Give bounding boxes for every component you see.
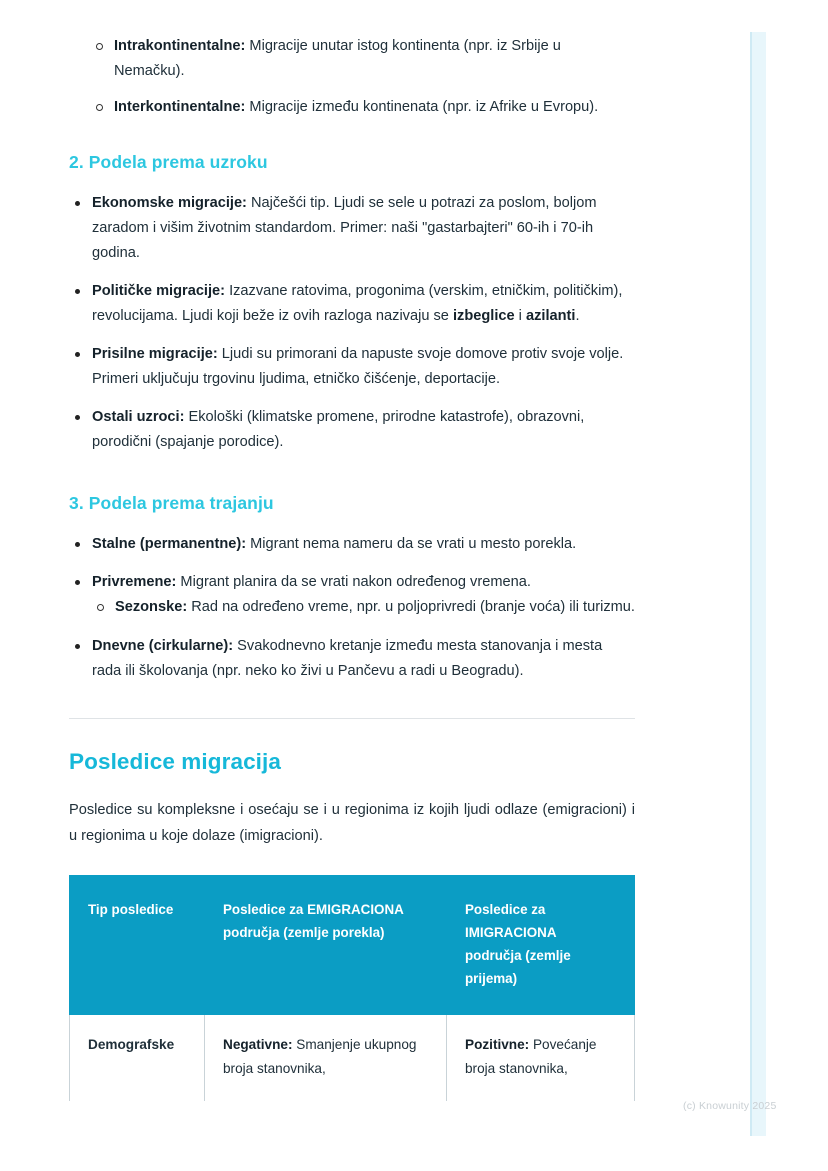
list-item-text: Izazvane ratovima, progonima (verskim, etničkim, političkim), revolucijama. Ljudi koji beže iz ovih razloga nazivaju se — [92, 283, 623, 324]
document-content — [69, 0, 635, 1101]
consequences-table — [69, 875, 635, 1101]
list-item — [92, 595, 635, 620]
list-item-term: Političke migracije: — [92, 283, 226, 299]
list-item-term: Stalne (permanentne): — [92, 536, 247, 552]
section3-nested-list — [92, 595, 635, 620]
list-item — [69, 532, 635, 557]
list-item-bold-izbeglice: izbeglice — [452, 308, 515, 324]
list-item — [69, 405, 635, 455]
list-item-bold-azilanti: azilanti — [525, 308, 576, 324]
table-header-cell-tip: Tip posledice — [70, 876, 205, 1015]
section-divider — [69, 718, 635, 719]
list-item — [69, 191, 635, 266]
cell-term: Negativne: — [223, 1037, 293, 1052]
table-row — [70, 1015, 635, 1102]
table-cell-label: Demografske — [70, 1015, 205, 1102]
list-item — [69, 634, 635, 684]
section2-list — [69, 191, 635, 455]
list-item-term: Privremene: — [92, 574, 177, 590]
scrollbar-track[interactable] — [750, 0, 828, 1171]
list-item-term: Intrakontinentalne: — [114, 38, 246, 54]
list-item-text: Migracije između kontinenata (npr. iz Afrike u Evropu). — [245, 99, 599, 115]
top-continuation-list — [91, 34, 635, 120]
section-podela-prema-uzroku — [69, 152, 635, 455]
cell-text: Smanjenje ukupnog broja stanovnika, — [223, 1037, 417, 1076]
section-posledice-migracija — [69, 749, 635, 1101]
list-item — [69, 342, 635, 392]
cell-term: Pozitivne: — [465, 1037, 530, 1052]
list-item-term: Ekonomske migracije: — [92, 195, 247, 211]
section-heading: 3. Podela prema trajanju — [69, 493, 274, 513]
table-header-row — [70, 876, 635, 1015]
list-item-text: Ljudi su primorani da napuste svoje domove protiv svoje volje. Primeri uključuju trgovinu ljudima, etničko čišćenje, deportacije. — [92, 346, 624, 387]
list-item — [69, 570, 635, 620]
list-item-text: Ekološki (klimatske promene, prirodne katastrofe), obrazovni, porodični (spajanje porodice). — [92, 409, 585, 450]
list-item-end: . — [575, 308, 580, 324]
list-item-term: Dnevne (cirkularne): — [92, 638, 234, 654]
list-item-term: Prisilne migracije: — [92, 346, 218, 362]
list-item-term: Interkontinentalne: — [114, 99, 246, 115]
table-header-cell-immigration: Posledice za IMIGRACIONA područja (zemlje prijema) — [447, 876, 635, 1015]
table-cell-immigration — [447, 1015, 635, 1102]
list-item-mid: i — [514, 308, 526, 324]
list-item-text: Svakodnevno kretanje između mesta stanovanja i mesta rada ili školovanja (npr. neko ko živi u Pančevu a radi u Beogradu). — [92, 638, 603, 679]
list-item — [91, 95, 635, 120]
list-item — [69, 279, 635, 329]
cell-text: Povećanje broja stanovnika, — [465, 1037, 597, 1076]
page-title: Posledice migracija — [69, 749, 282, 774]
list-item-term: Sezonske: — [115, 599, 188, 615]
intro-paragraph: Posledice su kompleksne i osećaju se i u regionima iz kojih ljudi odlaze (emigracioni) i u regionima u koje dolaze (imigracioni). — [69, 802, 635, 844]
table-cell-emigration — [205, 1015, 447, 1102]
list-item-text: Rad na određeno vreme, npr. u poljoprivredi (branje voća) ili turizmu. — [187, 599, 635, 615]
table-header-cell-emigration: Posledice za EMIGRACIONA područja (zemlje porekla) — [205, 876, 447, 1015]
section3-list — [69, 532, 635, 684]
list-item-text: Migracije unutar istog kontinenta (npr. iz Srbije u Nemačku). — [114, 38, 561, 79]
scrollbar-thumb[interactable] — [752, 32, 766, 1136]
list-item-text: Najčešći tip. Ljudi se sele u potrazi za poslom, boljom zaradom i višim životnim standardom. Primer: naši "gastarbajteri" 60-ih i 70-ih godina. — [92, 195, 597, 261]
section-heading: 2. Podela prema uzroku — [69, 152, 268, 172]
list-item-text: Migrant planira da se vrati nakon određenog vremena. — [176, 574, 531, 590]
watermark: (c) Knowunity 2025 — [683, 1100, 777, 1112]
section-podela-prema-trajanju — [69, 493, 635, 684]
list-item — [91, 34, 635, 84]
list-item-term: Ostali uzroci: — [92, 409, 185, 425]
list-item-text: Migrant nema nameru da se vrati u mesto porekla. — [246, 536, 577, 552]
